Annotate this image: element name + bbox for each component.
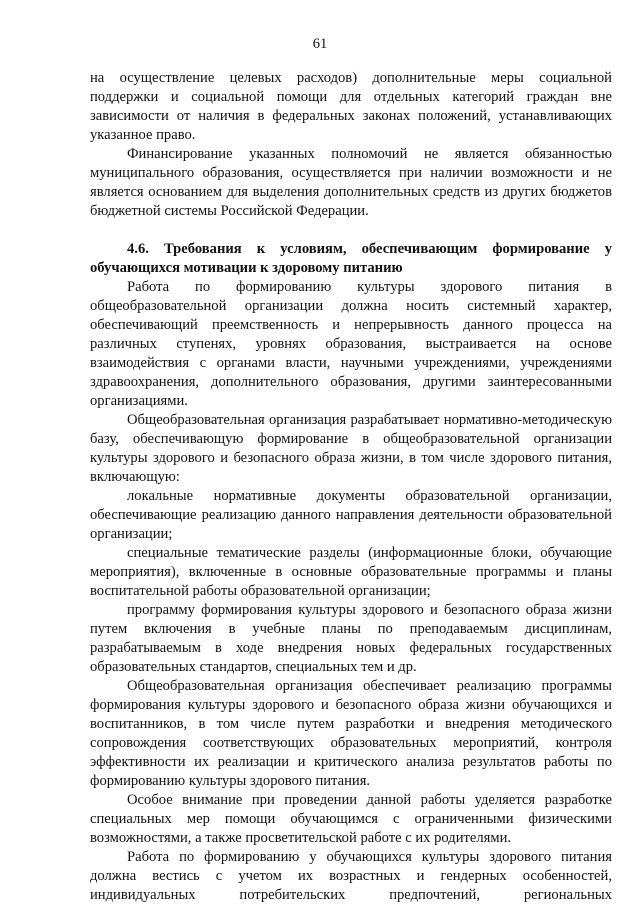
paragraph-special-attention: Особое внимание при проведении данной работы уделяется разработке специальных мер помощи обучающимся с ограниченными физическими возможностями, а также просветительской работе с их родителями. <box>90 792 612 846</box>
paragraph-age-gender: Работа по формированию у обучающихся культуры здорового питания должна вестись с учетом их возрастных и гендерных особенностей, индивидуальных потребительских предпочтений, региональных <box>90 849 612 903</box>
paragraph-normative-base: Общеобразовательная организация разрабатывает нормативно-методическую базу, обеспечивающую формирование в общеобразовательной организации культуры здорового и безопасного образа жизни, в том числе здорового питания, включающую: <box>90 412 612 485</box>
list-item-program: программу формирования культуры здорового и безопасного образа жизни путем включения в учебные планы по преподаваемым дисциплинам, разрабатываемым в ходе внедрения новых федеральных государственных образовательных стандартов, специальных тем и др. <box>90 602 612 675</box>
paragraph-work-system: Работа по формированию культуры здорового питания в общеобразовательной организации должна носить системный характер, обеспечивающий преемственность и непрерывность данного процесса на различных ступенях, уровнях образования, выстраивается на основе взаимодействия с органами власти, научными учреждениями, учреждениями здравоохранения, дополнительного образования, другими заинтересованными организациями. <box>90 279 612 409</box>
section-heading: 4.6. Требования к условиям, обеспечивающим формирование у обучающихся мотивации к здоровому питанию <box>90 241 612 276</box>
paragraph-program-implementation: Общеобразовательная организация обеспечивает реализацию программы формирования культуры здорового и безопасного образа жизни обучающихся и воспитанников, в том числе путем разработки и внедрения методического сопровождения соответствующих образовательных мероприятий, контроля эффективности их реализации и критического анализа результатов работы по формированию культуры здорового питания. <box>90 678 612 789</box>
list-item-thematic-sections: специальные тематические разделы (информационные блоки, обучающие мероприятия), включенные в основные образовательные программы и планы воспитательной работы образовательной организации; <box>90 545 612 599</box>
list-item-local-documents: локальные нормативные документы образовательной организации, обеспечивающие реализацию данного направления деятельности образовательной организации; <box>90 488 612 542</box>
page-number: 61 <box>312 36 328 52</box>
paragraph-continuation: на осуществление целевых расходов) дополнительные меры социальной поддержки и социальной помощи для отдельных категорий граждан вне зависимости от наличия в федеральных законах положений, устанавливающих указанное право. <box>90 70 612 143</box>
paragraph-financing: Финансирование указанных полномочий не является обязанностью муниципального образования, осуществляется при наличии возможности и не является основанием для выделения дополнительных средств из других бюджетов бюджетной системы Российской Федерации. <box>90 146 612 219</box>
document-body <box>90 69 612 905</box>
